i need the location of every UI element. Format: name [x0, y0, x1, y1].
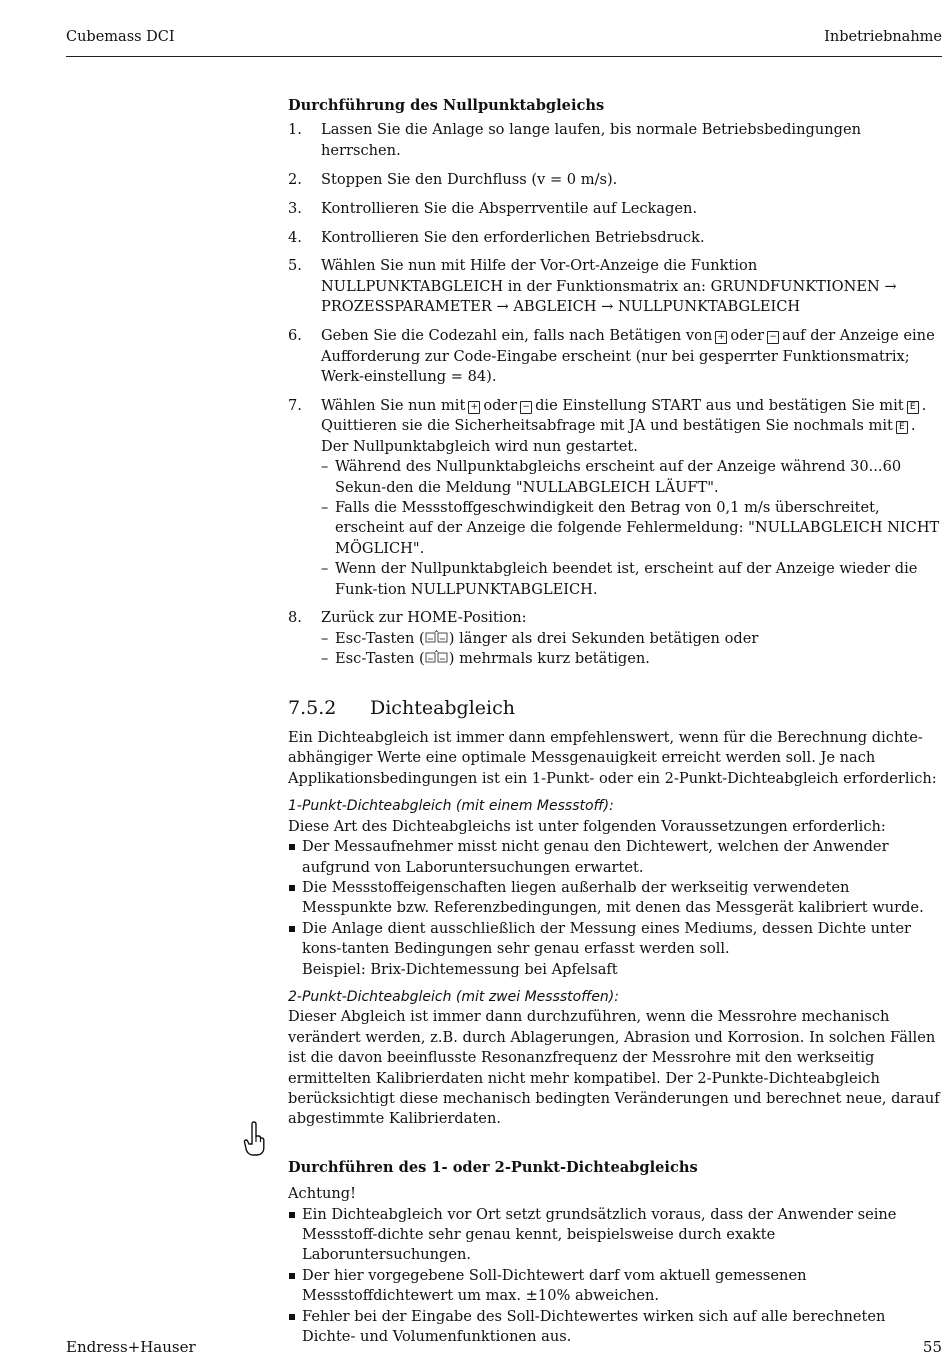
zero-point-heading: Durchführung des Nullpunktabgleichs: [288, 97, 605, 114]
footer-left: Endress+Hauser: [66, 1338, 196, 1356]
caution-label: Achtung!: [288, 1185, 356, 1203]
step-5-text: Wählen Sie nun mit Hilfe der Vor-Ort-Anzeige die Funktion NULLPUNKTABGLEICH in der Funktionsmatrix an: GRUNDFUNKTIONEN → PROZESSPARAMETER → ABGLEICH → NULLPUNKTABGLEICH: [321, 257, 897, 316]
step-8-text: Zurück zur HOME-Position:: [321, 609, 527, 627]
plus-key-icon: +: [468, 401, 480, 414]
step-6-text-b: oder: [730, 327, 765, 345]
minus-key-icon: −: [767, 331, 779, 344]
step-7-text-d: .: [921, 396, 927, 414]
step-8: 8. Zurück zur HOME-Position: – Esc-Tasten ( ) länger als drei Sekunden betätigen oder – Esc-Tasten ( ) mehrmals kurz betätigen.: [288, 608, 943, 669]
esc-keys-icon: [425, 650, 449, 663]
step-5: 5. Wählen Sie nun mit Hilfe der Vor-Ort-Anzeige die Funktion NULLPUNKTABGLEICH in der Funktionsmatrix an: GRUNDFUNKTIONEN → PROZESSPARAMETER → ABGLEICH → NULLPUNKTABGLEICH: [288, 257, 897, 316]
step-8-sub-2-text-a: Esc-Tasten (: [335, 650, 425, 668]
step-8-sub-2-text-b: ) mehrmals kurz betätigen.: [448, 650, 650, 668]
density-heading: Durchführen des 1- oder 2-Punkt-Dichteabgleichs: [288, 1158, 698, 1176]
step-7: 7. Wählen Sie nun mit + oder − die Einstellung START aus und bestätigen Sie mit E . Quittieren sie die Sicherheitsabfrage mit JA und bestätigen Sie nochmals mit E . Der Nullpunktabgleich wird nun gestartet. – Während des Nullpunktabgleichs erscheint auf der Anzeige während 30...60 Sekun-den die Meldung "NULLABGLEICH LÄUFT". – Falls die Messstoffgeschwindigkeit den Betrag von 0,1 m/s überschreitet, erscheint auf der Anzeige die folgende Fehlermeldung: "NULLABGLEICH NICHT MÖGLICH". – Wenn der Nullpunktabgleich beendet ist, erscheint auf der Anzeige wieder die Funk-tion NULLPUNKTABGLEICH.: [288, 396, 943, 600]
step-3: 3. Kontrollieren Sie die Absperrventile auf Leckagen.: [288, 199, 698, 217]
two-point-title: 2-Punkt-Dichteabgleich (mit zwei Messstoffen):: [288, 988, 619, 1005]
list-item: [288, 1266, 943, 1307]
zero-point-steps: [288, 120, 943, 669]
page-content: [288, 96, 943, 1354]
step-7-sub-1-text: Während des Nullpunktabgleichs erscheint auf der Anzeige während 30...60 Sekun-den die Meldung "NULLABGLEICH LÄUFT".: [335, 458, 902, 496]
one-point-bullet-1: Der Messaufnehmer misst nicht genau den Dichtewert, welchen der Anwender aufgrund von Laboruntersuchungen erwartet.: [302, 838, 889, 876]
list-item: [288, 837, 943, 878]
step-7-sub-1: – Während des Nullpunktabgleichs erscheint auf der Anzeige während 30...60 Sekun-den die Meldung "NULLABGLEICH LÄUFT".: [321, 458, 902, 496]
step-4: 4. Kontrollieren Sie den erforderlichen Betriebsdruck.: [288, 228, 705, 246]
list-item: [288, 1205, 943, 1266]
one-point-bullets: [288, 837, 943, 980]
list-item: [288, 878, 943, 919]
one-point-bullet-3: Die Anlage dient ausschließlich der Messung eines Mediums, dessen Dichte unter kons-tanten Bedingungen sehr genau erfasst werden soll.: [302, 919, 912, 958]
step-7-sub-2: – Falls die Messstoffgeschwindigkeit den Betrag von 0,1 m/s überschreitet, erscheint auf der Anzeige die folgende Fehlermeldung: "NULLABGLEICH NICHT MÖGLICH".: [321, 498, 940, 557]
one-point-title: 1-Punkt-Dichteabgleich (mit einem Messstoff):: [288, 798, 614, 815]
step-3-text: Kontrollieren Sie die Absperrventile auf Leckagen.: [321, 199, 698, 217]
step-8-sub-1-text-a: Esc-Tasten (: [335, 629, 425, 647]
caution-bullet-3: Fehler bei der Eingabe des Soll-Dichtewertes wirken sich auf alle berechneten Dichte- und Volumenfunktionen aus.: [302, 1307, 886, 1346]
step-6-text-c: auf der Anzeige eine Aufforderung zur Code-Eingabe erscheint (nur bei gesperrter Funktionsmatrix; Werk-einstellung = 84).: [321, 327, 935, 385]
header-rule: [66, 56, 942, 57]
step-7-sub-2-text: Falls die Messstoffgeschwindigkeit den Betrag von 0,1 m/s überschreitet, erscheint auf der Anzeige die folgende Fehlermeldung: "NULLABGLEICH NICHT MÖGLICH".: [335, 498, 940, 557]
enter-key-icon: E: [896, 421, 908, 434]
step-2-text: Stoppen Sie den Durchfluss (v = 0 m/s).: [321, 170, 618, 188]
header-right: Inbetriebnahme: [824, 29, 942, 45]
step-7-text-b: oder: [483, 396, 518, 414]
step-7-text-a: Wählen Sie nun mit: [321, 396, 466, 414]
step-8-sub-1: – Esc-Tasten ( ) länger als drei Sekunden betätigen oder: [321, 629, 759, 647]
list-item: [288, 1307, 943, 1348]
step-7-text-f: .: [910, 417, 916, 435]
caution-bullet-2: Der hier vorgegebene Soll-Dichtewert darf vom aktuell gemessenen Messstoffdichtewert um max. ±10% abweichen.: [302, 1266, 807, 1305]
step-7-sub-3: – Wenn der Nullpunktabgleich beendet ist, erscheint auf der Anzeige wieder die Funk-tion NULLPUNKTABGLEICH.: [321, 560, 918, 598]
section-heading: [288, 698, 943, 718]
step-6-text-a: Geben Sie die Codezahl ein, falls nach Betätigen von: [321, 327, 713, 345]
step-2: 2. Stoppen Sie den Durchfluss (v = 0 m/s).: [288, 170, 618, 188]
minus-key-icon: −: [520, 401, 532, 414]
two-point-text: Dieser Abgleich ist immer dann durchzuführen, wenn die Messrohre mechanisch verändert werden, z.B. durch Ablagerungen, Abrasion und Korrosion. In solchen Fällen ist die davon beeinflusste Resonanzfrequenz der Messrohre mit den werkseitig ermittelten Kalibrierdaten nicht mehr kompatibel. Der 2-Punkte-Dichteabgleich berücksichtigt diese mechanisch bedingten Veränderungen und berechnet neue, darauf abgestimmte Kalibrierdaten.: [288, 1008, 940, 1128]
step-7-sub-3-text: Wenn der Nullpunktabgleich beendet ist, erscheint auf der Anzeige wieder die Funk-tion NULLPUNKTABGLEICH.: [335, 560, 918, 598]
esc-keys-icon: [425, 630, 449, 643]
one-point-bullet-2: Die Messstoffeigenschaften liegen außerhalb der werkseitig verwendeten Messpunkte bzw. Referenzbedingungen, mit denen das Messgerät kalibriert wurde.: [302, 878, 924, 917]
step-1-text: Lassen Sie die Anlage so lange laufen, bis normale Betriebsbedingungen herrschen.: [321, 121, 861, 159]
step-4-text: Kontrollieren Sie den erforderlichen Betriebsdruck.: [321, 228, 705, 246]
step-8-sub-1-text-b: ) länger als drei Sekunden betätigen oder: [448, 629, 759, 647]
one-point-intro: Diese Art des Dichteabgleichs ist unter folgenden Voraussetzungen erforderlich:: [288, 817, 886, 835]
caution-bullet-1: Ein Dichteabgleich vor Ort setzt grundsätzlich voraus, dass der Anwender seine Messstoff-dichte sehr genau kennt, beispielsweise durch exakte Laboruntersuchungen.: [302, 1205, 897, 1264]
caution-bullets: [288, 1205, 943, 1348]
pointing-hand-icon: [242, 1120, 266, 1156]
section-title: Dichteabgleich: [370, 696, 515, 719]
header-left: Cubemass DCI: [66, 29, 175, 45]
enter-key-icon: E: [907, 401, 919, 414]
plus-key-icon: +: [715, 331, 727, 344]
section-intro: Ein Dichteabgleich ist immer dann empfehlenswert, wenn für die Berechnung dichte-abhängiger Werte eine optimale Messgenauigkeit erreicht werden soll. Je nach Applikationsbedingungen ist ein 1-Punkt- oder ein 2-Punkt-Dichteabgleich erforderlich:: [288, 729, 937, 787]
step-7-text-g: Der Nullpunktabgleich wird nun gestartet.: [321, 437, 638, 455]
one-point-example: Beispiel: Brix-Dichtemessung bei Apfelsaft: [302, 960, 618, 978]
step-1: 1. Lassen Sie die Anlage so lange laufen, bis normale Betriebsbedingungen herrschen.: [288, 121, 861, 159]
list-item: [288, 919, 943, 980]
step-8-sub-2: – Esc-Tasten ( ) mehrmals kurz betätigen.: [321, 650, 650, 668]
step-7-text-c: die Einstellung START aus und bestätigen Sie mit: [535, 396, 904, 414]
step-6: 6. Geben Sie die Codezahl ein, falls nach Betätigen von + oder − auf der Anzeige eine Aufforderung zur Code-Eingabe erscheint (nur bei gesperrter Funktionsmatrix; Werk-einstellung = 84).: [288, 327, 935, 385]
page-number: 55: [922, 1338, 942, 1356]
step-7-text-e: Quittieren sie die Sicherheitsabfrage mit JA und bestätigen Sie nochmals mit: [321, 417, 893, 435]
section-number: 7.5.2: [288, 696, 337, 719]
